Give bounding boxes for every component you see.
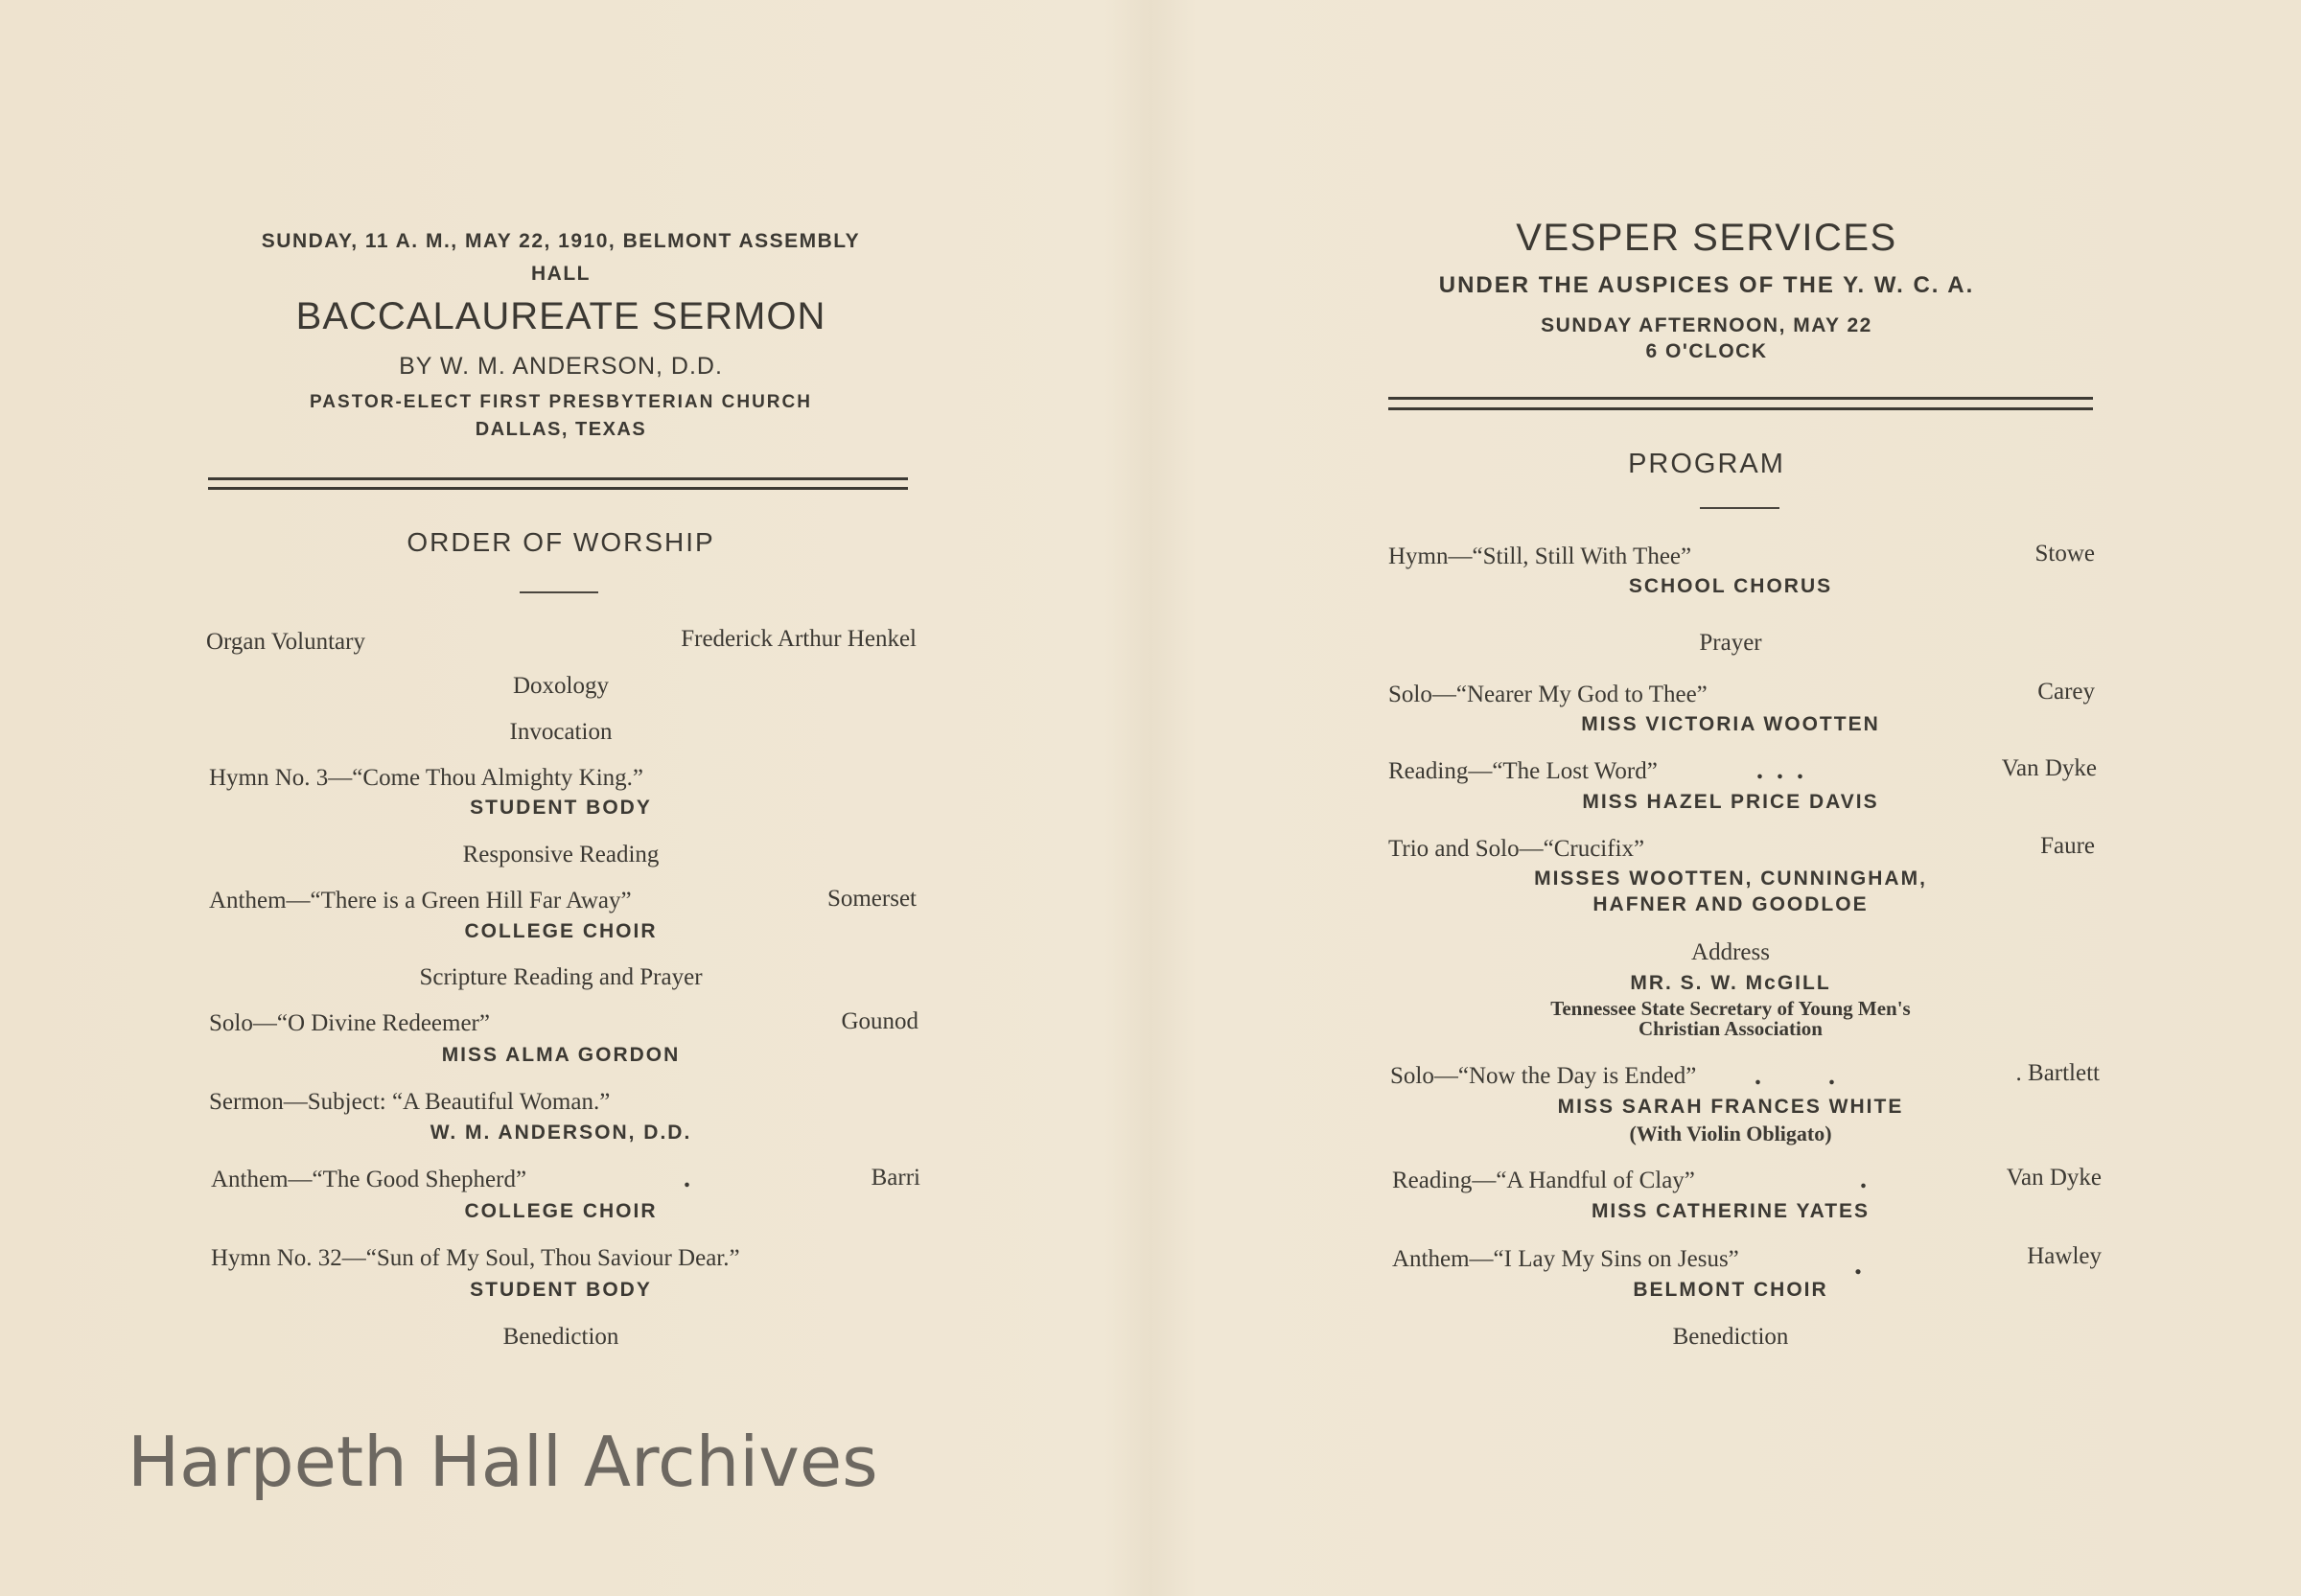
list-item-title: Benediction	[1672, 1324, 1789, 1350]
subtitle: UNDER THE AUSPICES OF THE Y. W. C. A.	[1438, 272, 1975, 298]
list-item-credit: Carey	[2037, 679, 2095, 705]
list-item-title: Responsive Reading	[462, 842, 660, 867]
list-item-performer: MISS VICTORIA WOOTTEN	[1581, 713, 1880, 735]
list-item-title: Trio and Solo—“Crucifix”	[1388, 836, 1645, 862]
list-item-title: Hymn—“Still, Still With Thee”	[1388, 544, 1692, 569]
right-page	[1150, 0, 2301, 1596]
page-title: VESPER SERVICES	[1516, 217, 1897, 259]
list-item-performer: MISS HAZEL PRICE DAVIS	[1582, 791, 1879, 813]
list-item-performer: COLLEGE CHOIR	[464, 920, 658, 942]
list-item-performer: MISSES WOOTTEN, CUNNINGHAM,	[1534, 867, 1927, 890]
list-item-note: Tennessee State Secretary of Young Men's	[1550, 997, 1911, 1020]
list-item-title: Solo—“O Divine Redeemer”	[209, 1010, 490, 1036]
time-line-2: 6 O'CLOCK	[1645, 340, 1768, 362]
list-item-title: Hymn No. 3—“Come Thou Almighty King.”	[209, 765, 643, 791]
time-line-1: SUNDAY AFTERNOON, MAY 22	[1541, 314, 1872, 336]
section-heading: ORDER OF WORSHIP	[407, 527, 715, 557]
list-item-credit: Frederick Arthur Henkel	[681, 626, 917, 652]
list-item-title: Anthem—“The Good Shepherd”	[211, 1167, 527, 1192]
list-item-title: Organ Voluntary	[206, 629, 365, 655]
list-item-title: Benediction	[502, 1324, 619, 1350]
list-item-credit: Faure	[2040, 833, 2095, 859]
date-line: SUNDAY, 11 A. M., MAY 22, 1910, BELMONT ASSEMBLY	[261, 230, 861, 252]
list-item-performer: BELMONT CHOIR	[1633, 1279, 1828, 1301]
list-item-performer: MISS CATHERINE YATES	[1591, 1200, 1871, 1222]
list-item-credit: Stowe	[2034, 541, 2095, 567]
list-item-performer: W. M. ANDERSON, D.D.	[430, 1122, 692, 1144]
list-item-credit: Van Dyke	[2006, 1165, 2102, 1191]
list-item-title: Address	[1691, 939, 1770, 965]
double-rule-bottom	[1388, 407, 2093, 410]
list-item-title: Solo—“Now the Day is Ended”	[1390, 1063, 1697, 1089]
list-item-title: Scripture Reading and Prayer	[419, 964, 703, 990]
double-rule-bottom	[208, 487, 908, 490]
speaker-line: BY W. M. ANDERSON, D.D.	[399, 353, 723, 380]
list-item-title: Hymn No. 32—“Sun of My Soul, Thou Saviour Dear.”	[211, 1245, 740, 1271]
list-item-dots: .	[684, 1164, 690, 1193]
list-item-performer: SCHOOL CHORUS	[1628, 575, 1833, 597]
list-item-performer: STUDENT BODY	[470, 1279, 652, 1301]
city-line: DALLAS, TEXAS	[475, 419, 647, 440]
list-item-credit: Barri	[871, 1165, 920, 1191]
list-item-dots: .	[1854, 1246, 1862, 1281]
list-item-note: (With Violin Obligato)	[1629, 1122, 1832, 1145]
list-item-note-2: Christian Association	[1639, 1017, 1823, 1040]
list-item-credit: . Bartlett	[2015, 1060, 2100, 1086]
list-item-performer: MISS ALMA GORDON	[441, 1044, 681, 1066]
double-rule-top	[1388, 397, 2093, 400]
list-item-title: Anthem—“There is a Green Hill Far Away”	[209, 888, 632, 914]
short-rule	[520, 591, 598, 593]
list-item-credit: Van Dyke	[2001, 755, 2097, 781]
list-item-performer: MISS SARAH FRANCES WHITE	[1557, 1096, 1904, 1118]
list-item-title: Anthem—“I Lay My Sins on Jesus”	[1392, 1246, 1739, 1272]
section-heading: PROGRAM	[1628, 449, 1785, 479]
list-item-dots: .	[1860, 1165, 1867, 1194]
short-rule	[1700, 507, 1779, 509]
list-item-title: Sermon—Subject: “A Beautiful Woman.”	[209, 1089, 611, 1115]
date-line-2: HALL	[531, 263, 591, 285]
list-item-credit: Hawley	[2027, 1243, 2102, 1269]
left-page	[0, 0, 1150, 1596]
double-rule-top	[208, 477, 908, 480]
list-item-title: Invocation	[509, 719, 613, 745]
list-item-dots: . .	[1755, 1061, 1835, 1091]
list-item-performer: COLLEGE CHOIR	[464, 1200, 658, 1222]
pastor-line: PASTOR-ELECT FIRST PRESBYTERIAN CHURCH	[310, 392, 812, 412]
list-item-credit: Somerset	[826, 886, 917, 912]
list-item-title: Reading—“A Handful of Clay”	[1392, 1168, 1695, 1193]
list-item-title: Prayer	[1699, 630, 1762, 656]
list-item-title: Reading—“The Lost Word”	[1388, 758, 1658, 784]
archive-watermark: Harpeth Hall Archives	[128, 1422, 878, 1502]
list-item-dots: . . .	[1756, 755, 1803, 785]
list-item-performer-2: HAFNER AND GOODLOE	[1592, 893, 1869, 915]
list-item-title: Doxology	[513, 673, 609, 699]
list-item-performer: STUDENT BODY	[470, 797, 652, 819]
list-item-title: Solo—“Nearer My God to Thee”	[1388, 682, 1708, 707]
list-item-credit: Gounod	[841, 1008, 918, 1034]
page-title: BACCALAUREATE SERMON	[295, 295, 826, 337]
list-item-performer: MR. S. W. McGILL	[1630, 972, 1831, 994]
